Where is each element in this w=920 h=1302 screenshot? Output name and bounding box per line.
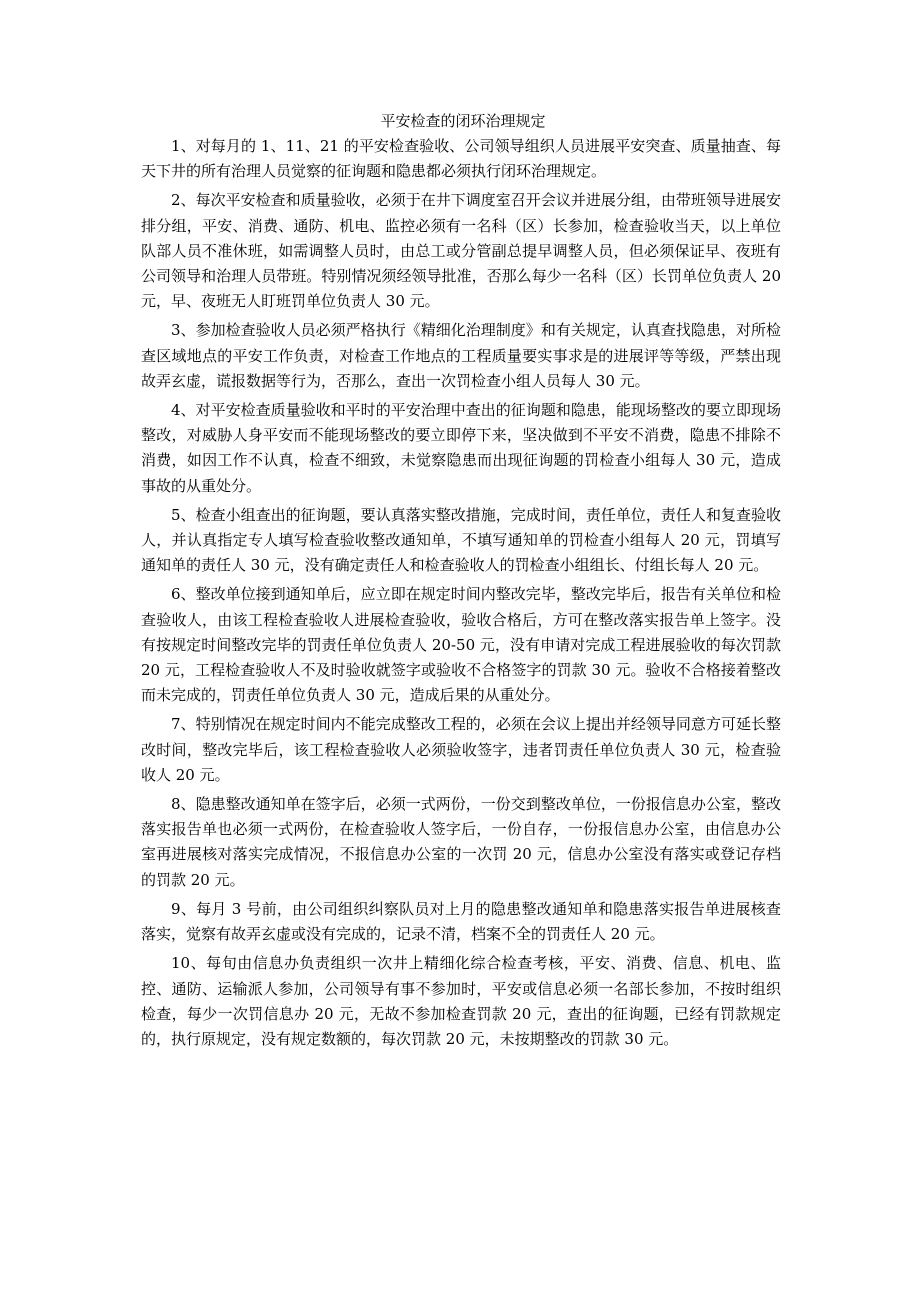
rule-paragraph-3: 3、参加检查验收人员必须严格执行《精细化治理制度》和有关规定，认真查找隐患，对所检查区域地点的平安工作负责，对检查工作地点的工程质量要实事求是的进展评等等级，严禁出现故弄玄虚，谎报数据等行为，否那么，查出一次罚检查小组人员每人 30 元。 (141, 321, 781, 390)
rule-paragraph-7: 7、特别情况在规定时间内不能完成整改工程的，必须在会议上提出并经领导同意方可延长整改时间，整改完毕后，该工程检查验收人必须验收签字，违者罚责任单位负责人 30 元，检查验收人 20 元。 (141, 715, 781, 784)
rule-paragraph-10: 10、每旬由信息办负责组织一次井上精细化综合检查考核，平安、消费、信息、机电、监控、通防、运输派人参加，公司领导有事不参加时，平安或信息必须一名部长参加，不按时组织检查，每少一次罚信息办 20 元，无故不参加检查罚款 20 元，查出的征询题，已经有罚款规定的，执行原规定，没有规定数额的，每次罚款 20 元，未按期整改的罚款 30 元。 (141, 954, 781, 1048)
rule-paragraph-8: 8、隐患整改通知单在签字后，必须一式两份，一份交到整改单位，一份报信息办公室，整改落实报告单也必须一式两份，在检查验收人签字后，一份自存，一份报信息办公室，由信息办公室再进展核对落实完成情况，不报信息办公室的一次罚 20 元，信息办公室没有落实或登记存档的罚款 20 元。 (141, 795, 781, 889)
rule-paragraph-5: 5、检查小组查出的征询题，要认真落实整改措施，完成时间，责任单位，责任人和复查验收人，并认真指定专人填写检查验收整改通知单，不填写通知单的罚检查小组每人 20 元，罚填写通知单的责任人 30 元，没有确定责任人和检查验收人的罚检查小组组长、付组长每人 20 元。 (141, 505, 781, 575)
rule-paragraph-6: 6、整改单位接到通知单后，应立即在规定时间内整改完毕，整改完毕后，报告有关单位和检查验收人，由该工程检查验收人进展检查验收，验收合格后，方可在整改落实报告单上签字。没有按规定时间整改完毕的罚责任单位负责人 20-50 元，没有申请对完成工程进展验收的每次罚款 20 元，工程检查验收人不及时验收就签字或验收不合格签字的罚款 30 元。验收不合格接着整改而未完成的，罚责任单位负责人 30 元，造成后果的从重处分。 (141, 585, 781, 705)
rule-paragraph-2: 2、每次平安检查和质量验收，必须于在井下调度室召开会议并进展分组，由带班领导进展安排分组，平安、消费、通防、机电、监控必须有一名科（区）长参加，检查验收当天，以上单位队部人员不准休班，如需调整人员时，由总工或分管副总提早调整人员，但必须保证早、夜班有公司领导和治理人员带班。特别情况须经领导批准，否那么每少一名科（区）长罚单位负责人 20 元，早、夜班无人盯班罚单位负责人 30 元。 (141, 191, 781, 311)
document-title: 平安检查的闭环治理规定 (380, 112, 546, 130)
document-page (141, 108, 781, 1056)
rule-paragraph-1: 1、对每月的 1、11、21 的平安检查验收、公司领导组织人员进展平安突查、质量抽查、每天下井的所有治理人员觉察的征询题和隐患都必须执行闭环治理规定。 (141, 137, 781, 181)
rule-paragraph-4: 4、对平安检查质量验收和平时的平安治理中查出的征询题和隐患，能现场整改的要立即现场整改，对威胁人身平安而不能现场整改的要立即停下来，坚决做到不平安不消费，隐患不排除不消费，如因工作不认真，检查不细致，未觉察隐患而出现征询题的罚检查小组每人 30 元，造成事故的从重处分。 (141, 401, 781, 495)
rule-paragraph-9: 9、每月 3 号前，由公司组织纠察队员对上月的隐患整改通知单和隐患落实报告单进展核查落实，觉察有故弄玄虚或没有完成的，记录不清，档案不全的罚责任人 20 元。 (141, 899, 781, 944)
